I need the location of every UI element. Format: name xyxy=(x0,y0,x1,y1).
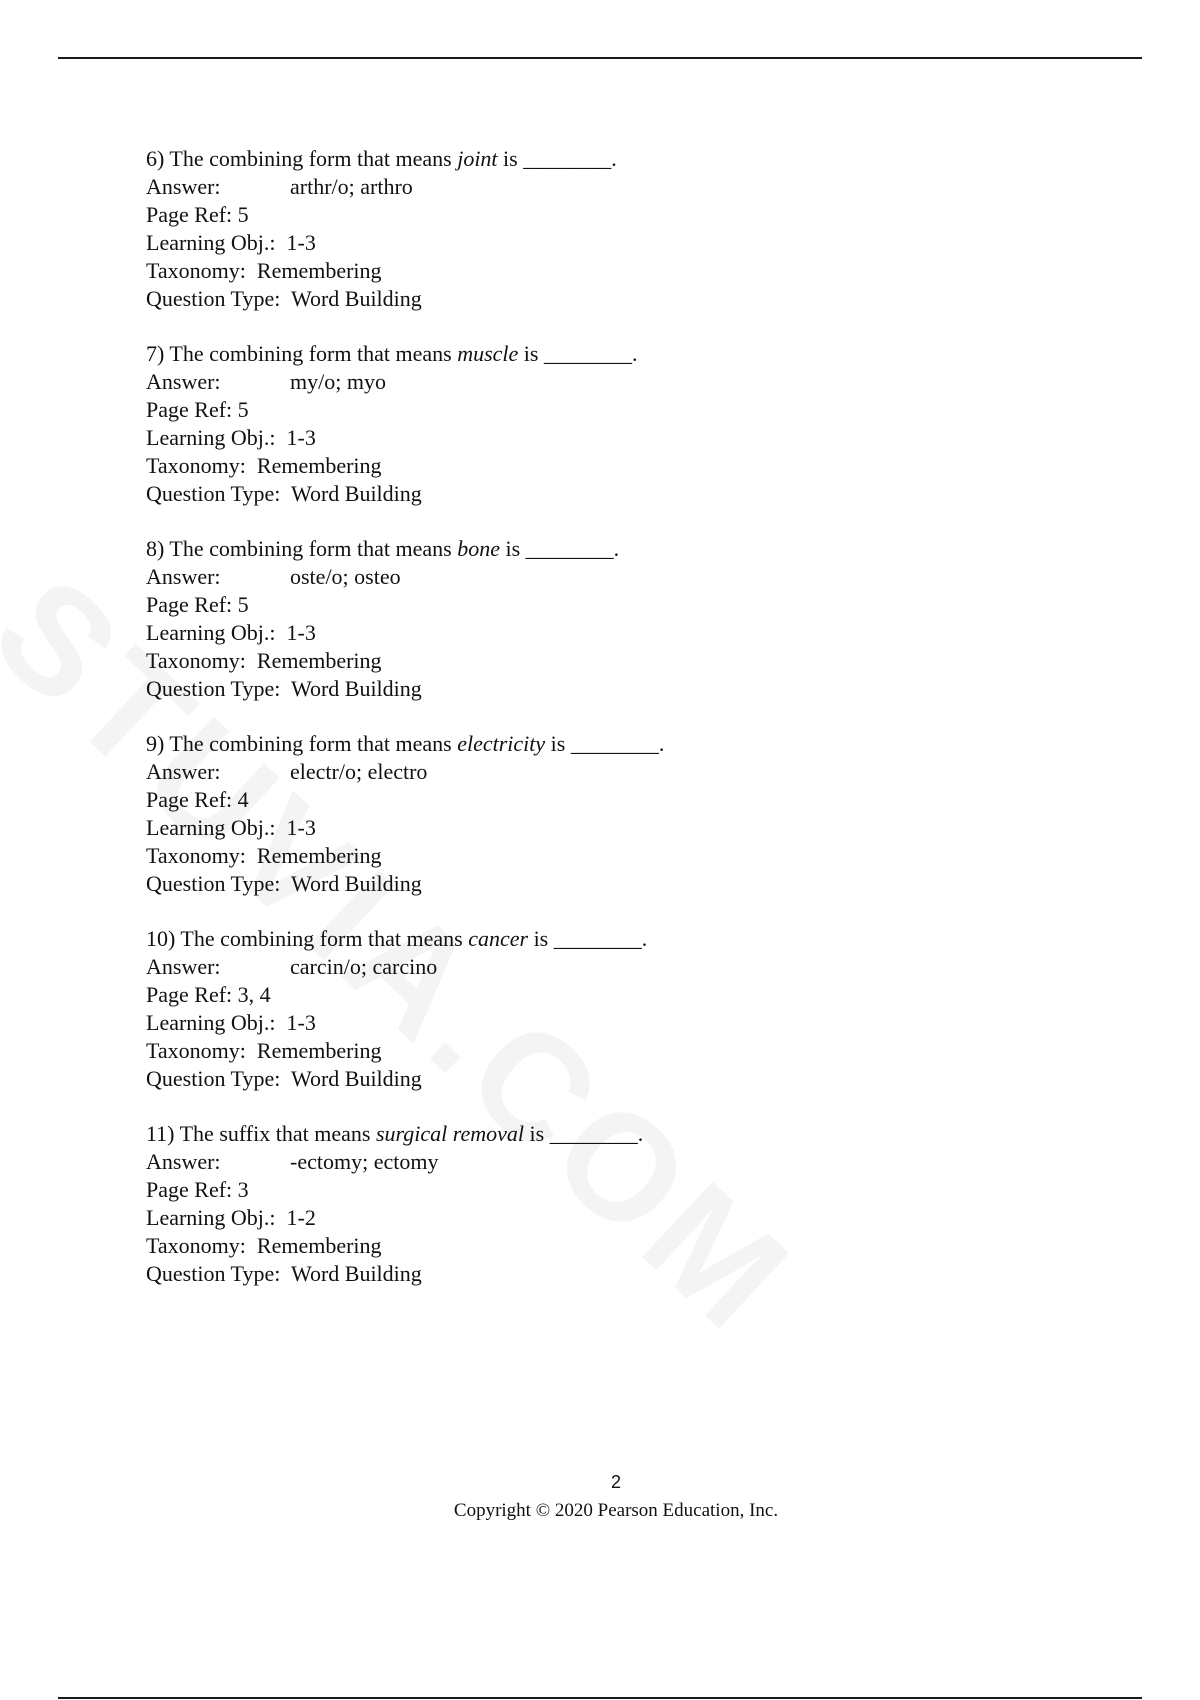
page-ref-value: 3, 4 xyxy=(237,982,271,1007)
bottom-rule xyxy=(58,1697,1142,1699)
question-prefix: 7) The combining form that means xyxy=(146,341,458,366)
page-ref-row xyxy=(146,591,1046,619)
taxonomy-value: Remembering xyxy=(256,258,382,283)
question-type-label: Question Type: xyxy=(146,481,281,506)
question-text xyxy=(146,145,1046,173)
page-ref-label: Page Ref: xyxy=(146,1177,233,1202)
question-term: bone xyxy=(457,536,500,561)
taxonomy-value: Remembering xyxy=(256,1038,382,1063)
question-suffix: is ________. xyxy=(545,731,665,756)
page-ref-row xyxy=(146,981,1046,1009)
learning-obj-row xyxy=(146,229,1046,257)
page-footer xyxy=(0,1470,1200,1524)
learning-obj-label: Learning Obj.: xyxy=(146,815,276,840)
answer-row xyxy=(146,758,1046,786)
question-type-label: Question Type: xyxy=(146,1066,281,1091)
learning-obj-row xyxy=(146,1204,1046,1232)
answer-value: carcin/o; carcino xyxy=(290,954,438,979)
answer-value: arthr/o; arthro xyxy=(290,174,413,199)
taxonomy-label: Taxonomy: xyxy=(146,1038,246,1063)
question-prefix: 10) The combining form that means xyxy=(146,926,469,951)
answer-row xyxy=(146,563,1046,591)
page-ref-label: Page Ref: xyxy=(146,982,233,1007)
question-prefix: 11) The suffix that means xyxy=(146,1121,376,1146)
learning-obj-value: 1-3 xyxy=(286,425,316,450)
question-term: muscle xyxy=(457,341,519,366)
answer-label: Answer: xyxy=(146,369,221,394)
question-11 xyxy=(146,1120,1046,1288)
taxonomy-row xyxy=(146,1037,1046,1065)
top-rule xyxy=(58,57,1142,59)
taxonomy-value: Remembering xyxy=(256,1233,382,1258)
page-ref-row xyxy=(146,786,1046,814)
question-text xyxy=(146,1120,1046,1148)
answer-row xyxy=(146,173,1046,201)
question-suffix: is ________. xyxy=(497,146,617,171)
taxonomy-value: Remembering xyxy=(256,843,382,868)
taxonomy-label: Taxonomy: xyxy=(146,843,246,868)
question-text xyxy=(146,340,1046,368)
question-term: surgical removal xyxy=(375,1121,525,1146)
page-ref-value: 4 xyxy=(237,787,249,812)
page-ref-label: Page Ref: xyxy=(146,787,233,812)
learning-obj-label: Learning Obj.: xyxy=(146,425,276,450)
question-text xyxy=(146,730,1046,758)
question-prefix: 9) The combining form that means xyxy=(146,731,458,756)
page-ref-row xyxy=(146,201,1046,229)
learning-obj-row xyxy=(146,814,1046,842)
page-ref-value: 5 xyxy=(237,397,249,422)
page-ref-value: 5 xyxy=(237,202,249,227)
learning-obj-value: 1-3 xyxy=(286,1010,316,1035)
copyright-notice: Copyright © 2020 Pearson Education, Inc. xyxy=(453,1500,779,1521)
question-type-row xyxy=(146,870,1046,898)
page-ref-value: 5 xyxy=(237,592,249,617)
question-prefix: 8) The combining form that means xyxy=(146,536,458,561)
question-type-label: Question Type: xyxy=(146,676,281,701)
question-8 xyxy=(146,535,1046,703)
question-type-row xyxy=(146,285,1046,313)
taxonomy-row xyxy=(146,452,1046,480)
question-type-label: Question Type: xyxy=(146,1261,281,1286)
question-suffix: is ________. xyxy=(518,341,638,366)
question-text xyxy=(146,535,1046,563)
page-ref-row xyxy=(146,396,1046,424)
answer-label: Answer: xyxy=(146,759,221,784)
question-10 xyxy=(146,925,1046,1093)
page-ref-label: Page Ref: xyxy=(146,592,233,617)
question-type-value: Word Building xyxy=(290,676,422,701)
question-type-label: Question Type: xyxy=(146,871,281,896)
taxonomy-row xyxy=(146,1232,1046,1260)
question-type-value: Word Building xyxy=(290,871,422,896)
answer-label: Answer: xyxy=(146,564,221,589)
taxonomy-label: Taxonomy: xyxy=(146,648,246,673)
learning-obj-row xyxy=(146,619,1046,647)
question-type-row xyxy=(146,675,1046,703)
question-term: joint xyxy=(457,146,498,171)
question-7 xyxy=(146,340,1046,508)
learning-obj-row xyxy=(146,1009,1046,1037)
answer-value: -ectomy; ectomy xyxy=(290,1149,439,1174)
learning-obj-row xyxy=(146,424,1046,452)
answer-value: oste/o; osteo xyxy=(290,564,401,589)
answer-value: my/o; myo xyxy=(290,369,386,394)
learning-obj-value: 1-3 xyxy=(286,230,316,255)
learning-obj-label: Learning Obj.: xyxy=(146,230,276,255)
question-term: cancer xyxy=(468,926,529,951)
question-type-value: Word Building xyxy=(290,481,422,506)
learning-obj-label: Learning Obj.: xyxy=(146,620,276,645)
answer-label: Answer: xyxy=(146,954,221,979)
question-suffix: is ________. xyxy=(524,1121,644,1146)
page-ref-label: Page Ref: xyxy=(146,202,233,227)
question-term: electricity xyxy=(457,731,546,756)
learning-obj-value: 1-3 xyxy=(286,815,316,840)
question-type-value: Word Building xyxy=(290,1066,422,1091)
question-text xyxy=(146,925,1046,953)
learning-obj-value: 1-2 xyxy=(286,1205,316,1230)
answer-row xyxy=(146,1148,1046,1176)
answer-value: electr/o; electro xyxy=(290,759,428,784)
page-ref-row xyxy=(146,1176,1046,1204)
taxonomy-row xyxy=(146,647,1046,675)
question-9 xyxy=(146,730,1046,898)
question-prefix: 6) The combining form that means xyxy=(146,146,458,171)
question-type-value: Word Building xyxy=(290,286,422,311)
question-type-row xyxy=(146,1260,1046,1288)
question-suffix: is ________. xyxy=(499,536,620,561)
answer-label: Answer: xyxy=(146,1149,221,1174)
taxonomy-value: Remembering xyxy=(256,648,382,673)
taxonomy-row xyxy=(146,842,1046,870)
learning-obj-value: 1-3 xyxy=(286,620,316,645)
taxonomy-label: Taxonomy: xyxy=(146,258,246,283)
question-type-row xyxy=(146,1065,1046,1093)
question-type-value: Word Building xyxy=(290,1261,422,1286)
question-list xyxy=(146,145,1046,1315)
answer-row xyxy=(146,368,1046,396)
page-ref-value: 3 xyxy=(237,1177,249,1202)
taxonomy-label: Taxonomy: xyxy=(146,453,246,478)
question-suffix: is ________. xyxy=(528,926,648,951)
question-type-label: Question Type: xyxy=(146,286,281,311)
learning-obj-label: Learning Obj.: xyxy=(146,1205,276,1230)
learning-obj-label: Learning Obj.: xyxy=(146,1010,276,1035)
answer-label: Answer: xyxy=(146,174,221,199)
taxonomy-row xyxy=(146,257,1046,285)
taxonomy-label: Taxonomy: xyxy=(146,1233,246,1258)
page-number: 2 xyxy=(610,1472,621,1492)
question-type-row xyxy=(146,480,1046,508)
page-ref-label: Page Ref: xyxy=(146,397,233,422)
question-6 xyxy=(146,145,1046,313)
answer-row xyxy=(146,953,1046,981)
taxonomy-value: Remembering xyxy=(256,453,382,478)
